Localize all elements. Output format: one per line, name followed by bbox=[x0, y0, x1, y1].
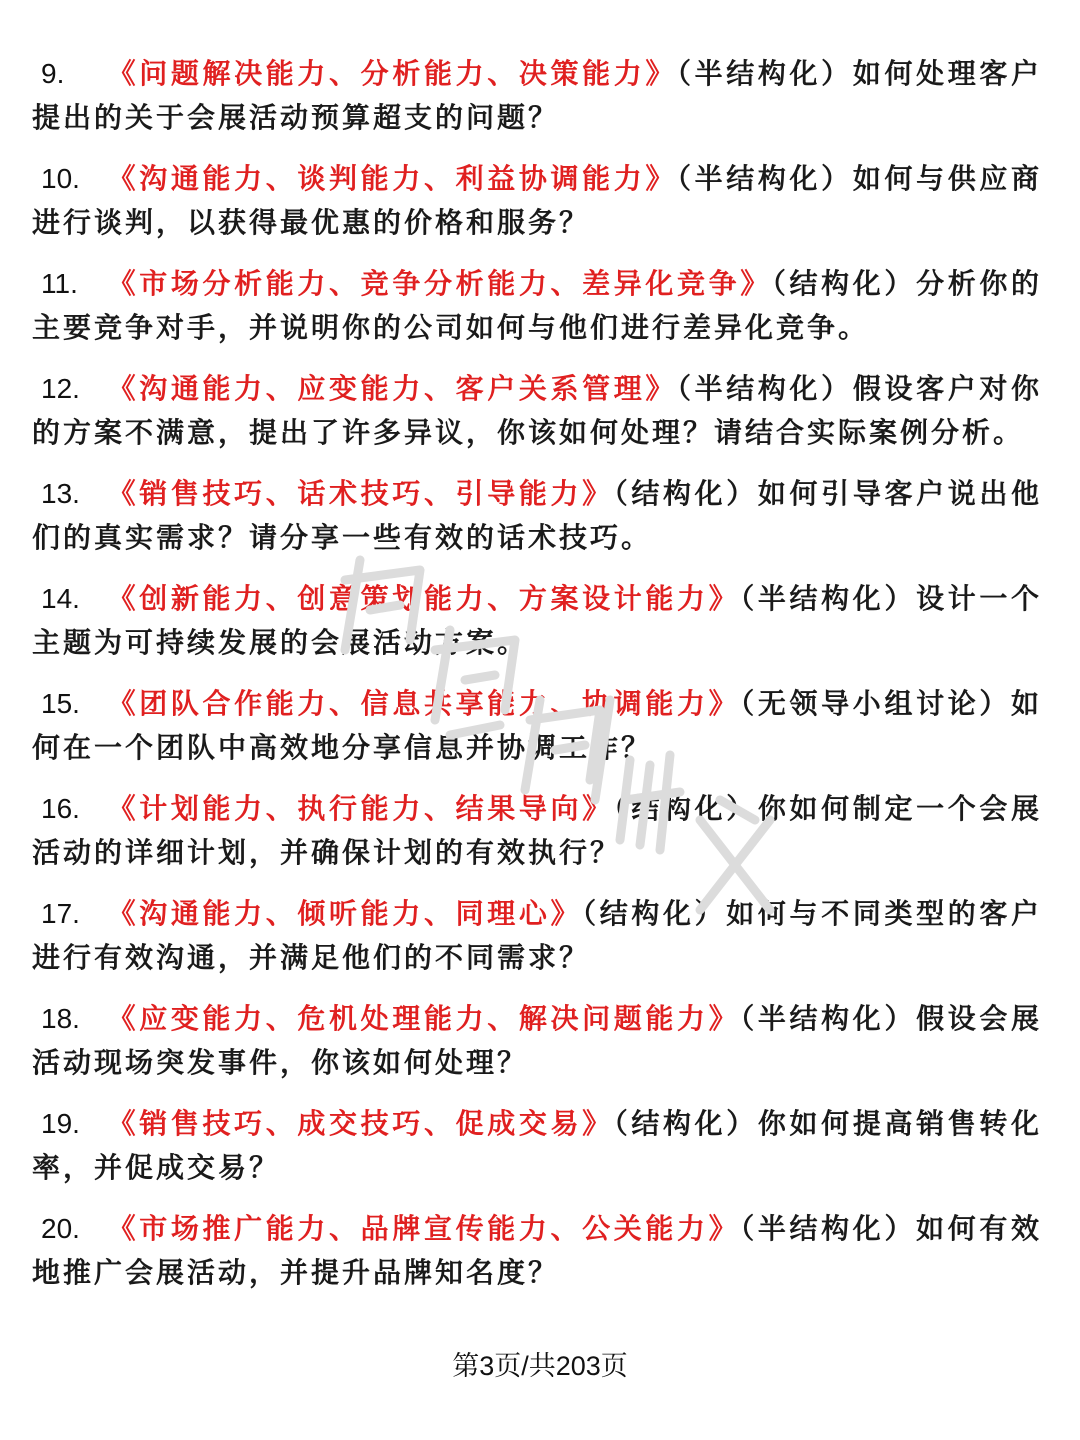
question-ability: 《销售技巧、话术技巧、引导能力》 bbox=[107, 477, 614, 510]
question-item bbox=[32, 787, 1042, 875]
question-type: （半结构化） bbox=[740, 582, 917, 615]
question-text: 如何处理客户提出的关于会展活动预算超支的问题？ bbox=[32, 57, 1042, 134]
question-text: 你如何制定一个会展活动的详细计划，并确保计划的有效执行？ bbox=[32, 792, 1042, 869]
question-ability: 《沟通能力、倾听能力、同理心》 bbox=[107, 897, 583, 930]
question-type: （半结构化） bbox=[740, 1002, 917, 1035]
question-text: 如何引导客户说出他们的真实需求？请分享一些有效的话术技巧。 bbox=[32, 477, 1042, 554]
question-text: 假设客户对你的方案不满意，提出了许多异议，你该如何处理？请结合实际案例分析。 bbox=[32, 372, 1042, 449]
question-text: 设计一个主题为可持续发展的会展活动方案。 bbox=[32, 582, 1042, 659]
question-number: 10. bbox=[41, 163, 80, 194]
question-item bbox=[32, 52, 1042, 140]
question-ability: 《创新能力、创意策划能力、方案设计能力》 bbox=[107, 582, 741, 615]
question-text: 如何与不同类型的客户进行有效沟通，并满足他们的不同需求？ bbox=[32, 897, 1042, 974]
page-indicator: 第3页/共203页 bbox=[452, 1351, 628, 1381]
question-number: 14. bbox=[41, 583, 80, 614]
question-type: （结构化） bbox=[582, 897, 727, 930]
question-list bbox=[32, 52, 1042, 1312]
question-item bbox=[32, 682, 1042, 770]
question-type: （半结构化） bbox=[677, 162, 853, 195]
question-number: 17. bbox=[41, 898, 80, 929]
question-ability: 《沟通能力、谈判能力、利益协调能力》 bbox=[107, 162, 678, 195]
question-type: （结构化） bbox=[613, 1107, 758, 1140]
question-number: 13. bbox=[41, 478, 80, 509]
question-type: （无领导小组讨论） bbox=[740, 687, 1011, 720]
question-number: 11. bbox=[41, 268, 78, 299]
question-type: （半结构化） bbox=[677, 372, 853, 405]
question-number: 16. bbox=[41, 793, 80, 824]
question-text: 分析你的主要竞争对手，并说明你的公司如何与他们进行差异化竞争。 bbox=[32, 267, 1042, 344]
question-text: 你如何提高销售转化率，并促成交易？ bbox=[32, 1107, 1042, 1184]
question-number: 20. bbox=[41, 1213, 80, 1244]
question-text: 假设会展活动现场突发事件，你该如何处理？ bbox=[32, 1002, 1042, 1079]
question-text: 如何与供应商进行谈判，以获得最优惠的价格和服务？ bbox=[32, 162, 1042, 239]
question-item bbox=[32, 997, 1042, 1085]
question-number: 9. bbox=[41, 58, 65, 89]
question-ability: 《销售技巧、成交技巧、促成交易》 bbox=[107, 1107, 614, 1140]
question-item bbox=[32, 157, 1042, 245]
question-number: 15. bbox=[41, 688, 80, 719]
question-ability: 《沟通能力、应变能力、客户关系管理》 bbox=[107, 372, 678, 405]
question-number: 19. bbox=[41, 1108, 80, 1139]
question-ability: 《应变能力、危机处理能力、解决问题能力》 bbox=[107, 1002, 741, 1035]
question-number: 12. bbox=[41, 373, 80, 404]
question-number: 18. bbox=[41, 1003, 80, 1034]
question-ability: 《市场分析能力、竞争分析能力、差异化竞争》 bbox=[107, 267, 772, 300]
question-item bbox=[32, 367, 1042, 455]
question-type: （结构化） bbox=[613, 477, 758, 510]
question-text: 如何在一个团队中高效地分享信息并协调工作？ bbox=[32, 687, 1042, 764]
question-item bbox=[32, 577, 1042, 665]
question-item bbox=[32, 472, 1042, 560]
question-item bbox=[32, 1207, 1042, 1295]
question-type: （结构化） bbox=[771, 267, 917, 300]
question-type: （半结构化） bbox=[677, 57, 853, 90]
question-item bbox=[32, 1102, 1042, 1190]
question-ability: 《团队合作能力、信息共享能力、协调能力》 bbox=[107, 687, 741, 720]
question-ability: 《计划能力、执行能力、结果导向》 bbox=[107, 792, 614, 825]
question-item bbox=[32, 892, 1042, 980]
question-type: （结构化） bbox=[613, 792, 758, 825]
question-type: （半结构化） bbox=[740, 1212, 917, 1245]
question-text: 如何有效地推广会展活动，并提升品牌知名度？ bbox=[32, 1212, 1042, 1289]
question-item bbox=[32, 262, 1042, 350]
question-ability: 《市场推广能力、品牌宣传能力、公关能力》 bbox=[107, 1212, 741, 1245]
question-ability: 《问题解决能力、分析能力、决策能力》 bbox=[107, 57, 678, 90]
